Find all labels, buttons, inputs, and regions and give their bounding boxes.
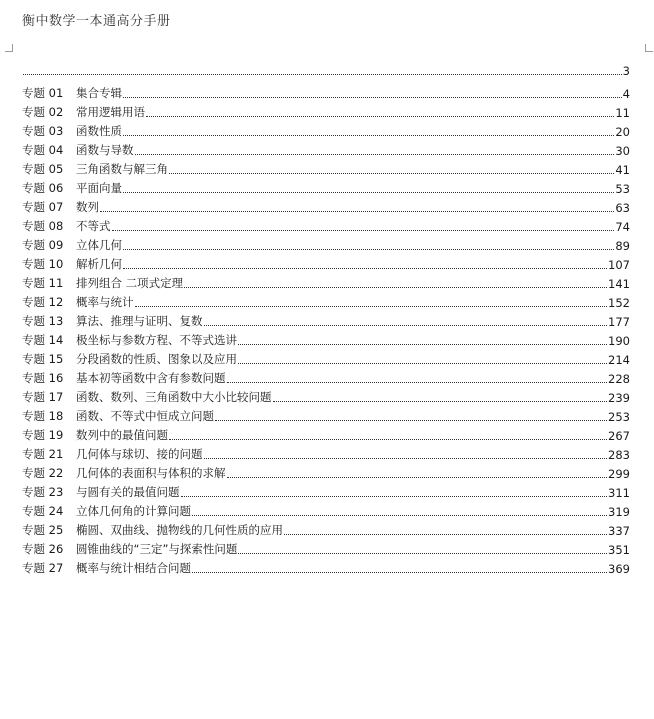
dot-leader: [238, 363, 607, 364]
toc-entry-title: 基本初等函数中含有参数问题: [76, 371, 226, 385]
dot-leader: [169, 173, 614, 174]
toc-entry-number: 专题 03: [22, 124, 64, 138]
toc-page-number: 30: [615, 144, 630, 158]
toc-entry-title: 几何体与球切、接的问题: [76, 447, 203, 461]
toc-entry-number: 专题 11: [22, 276, 64, 290]
toc-page-number: 3: [622, 64, 630, 78]
toc-entry-title: 常用逻辑用语: [76, 105, 145, 119]
dot-leader: [146, 116, 614, 117]
toc-entry[interactable]: [22, 253, 632, 272]
toc-entry-number: 专题 26: [22, 542, 64, 556]
toc-entry-number: 专题 15: [22, 352, 64, 366]
dot-leader: [238, 344, 607, 345]
dot-leader: [184, 287, 607, 288]
dot-leader: [123, 97, 622, 98]
toc-page-number: 141: [608, 277, 630, 291]
toc-page-number: 177: [608, 315, 630, 329]
dot-leader: [23, 74, 622, 75]
toc-page-number: 20: [615, 125, 630, 139]
toc-entry-number: 专题 18: [22, 409, 64, 423]
toc-entry-title: 极坐标与参数方程、不等式选讲: [76, 333, 237, 347]
toc-entry-title: 立体几何角的计算问题: [76, 504, 191, 518]
toc-entry-title: 函数、数列、三角函数中大小比较问题: [76, 390, 272, 404]
dot-leader: [192, 515, 607, 516]
toc-entry-number: 专题 16: [22, 371, 64, 385]
toc-page-number: 351: [608, 543, 630, 557]
toc-entry-number: 专题 27: [22, 561, 64, 575]
toc-page-number: 74: [615, 220, 630, 234]
toc-entry-title: 与圆有关的最值问题: [76, 485, 180, 499]
toc-page-number: 53: [615, 182, 630, 196]
toc-entry[interactable]: [22, 329, 632, 348]
toc-entry-title: 概率与统计: [76, 295, 134, 309]
toc-entry-number: 专题 19: [22, 428, 64, 442]
toc-entry-title: 解析几何: [76, 257, 122, 271]
page-corner-mark-left: [5, 44, 13, 52]
dot-leader: [238, 553, 607, 554]
toc-entry[interactable]: [22, 215, 632, 234]
toc-entry-number: 专题 21: [22, 447, 64, 461]
toc-entry-number: 专题 13: [22, 314, 64, 328]
dot-leader: [215, 420, 607, 421]
toc-entry[interactable]: [22, 101, 632, 120]
dot-leader: [273, 401, 608, 402]
toc-page-number: 267: [608, 429, 630, 443]
toc-entry[interactable]: [22, 557, 632, 576]
toc-entry[interactable]: [22, 120, 632, 139]
dot-leader: [169, 439, 607, 440]
dot-leader: [192, 572, 607, 573]
toc-entry[interactable]: [22, 234, 632, 253]
toc-page-number: 41: [615, 163, 630, 177]
toc-entry-title: 函数、不等式中恒成立问题: [76, 409, 214, 423]
dot-leader: [227, 382, 608, 383]
toc-entry-number: 专题 24: [22, 504, 64, 518]
toc-entry-title: 圆锥曲线的“三定”与探索性问题: [76, 542, 238, 556]
toc-entry-number: 专题 09: [22, 238, 64, 252]
toc-entry-number: 专题 10: [22, 257, 64, 271]
toc-entry-number: 专题 04: [22, 143, 64, 157]
dot-leader: [100, 211, 614, 212]
toc-heading-row[interactable]: [22, 63, 632, 78]
toc-entry[interactable]: [22, 196, 632, 215]
toc-entry-number: 专题 02: [22, 105, 64, 119]
toc-entry[interactable]: [22, 443, 632, 462]
dot-leader: [284, 534, 607, 535]
toc-entry[interactable]: [22, 310, 632, 329]
toc-page-number: 311: [608, 486, 630, 500]
toc-page-number: 283: [608, 448, 630, 462]
toc-entry-number: 专题 07: [22, 200, 64, 214]
toc-page-number: 214: [608, 353, 630, 367]
toc-page-number: 89: [615, 239, 630, 253]
toc-entry-title: 不等式: [76, 219, 111, 233]
toc-entry-title: 分段函数的性质、图象以及应用: [76, 352, 237, 366]
toc-page-number: 228: [608, 372, 630, 386]
toc-entry[interactable]: [22, 82, 632, 101]
dot-leader: [123, 249, 614, 250]
toc-entry[interactable]: [22, 291, 632, 310]
toc-entry-title: 数列: [76, 200, 99, 214]
toc-entry[interactable]: [22, 367, 632, 386]
dot-leader: [112, 230, 615, 231]
dot-leader: [227, 477, 608, 478]
dot-leader: [123, 268, 607, 269]
toc-entry[interactable]: [22, 424, 632, 443]
toc-entry-number: 专题 06: [22, 181, 64, 195]
toc-page-number: 190: [608, 334, 630, 348]
toc-entry-title: 函数性质: [76, 124, 122, 138]
dot-leader: [181, 496, 608, 497]
toc-page-number: 107: [608, 258, 630, 272]
toc-entry-number: 专题 25: [22, 523, 64, 537]
toc-entry-title: 立体几何: [76, 238, 122, 252]
dot-leader: [123, 192, 614, 193]
toc-entry-title: 椭圆、双曲线、抛物线的几何性质的应用: [76, 523, 283, 537]
document-header-title: 衡中数学一本通高分手册: [22, 14, 171, 29]
toc-entry[interactable]: [22, 272, 632, 291]
toc-entry-number: 专题 01: [22, 86, 64, 100]
toc-entry-number: 专题 17: [22, 390, 64, 404]
toc-entry[interactable]: [22, 405, 632, 424]
toc-entry[interactable]: [22, 139, 632, 158]
toc-page-number: 152: [608, 296, 630, 310]
dot-leader: [204, 458, 608, 459]
toc-page-number: 4: [622, 87, 630, 101]
toc-entry[interactable]: [22, 481, 632, 500]
toc-page-number: 369: [608, 562, 630, 576]
toc-entry-title: 算法、推理与证明、复数: [76, 314, 203, 328]
dot-leader: [135, 306, 608, 307]
dot-leader: [204, 325, 608, 326]
toc-entry[interactable]: [22, 177, 632, 196]
toc-entry-title: 集合专辑: [76, 86, 122, 100]
toc-entry[interactable]: [22, 519, 632, 538]
toc-page-number: 239: [608, 391, 630, 405]
toc-page-number: 319: [608, 505, 630, 519]
toc-page-number: 63: [615, 201, 630, 215]
dot-leader: [123, 135, 614, 136]
toc-page-number: 253: [608, 410, 630, 424]
toc-entry-title: 平面向量: [76, 181, 122, 195]
toc-entry-title: 排列组合 二项式定理: [76, 276, 184, 290]
toc-entry[interactable]: [22, 348, 632, 367]
toc-entry-number: 专题 14: [22, 333, 64, 347]
toc-entry-number: 专题 08: [22, 219, 64, 233]
toc-entry[interactable]: [22, 386, 632, 405]
toc-entry-number: 专题 05: [22, 162, 64, 176]
toc-page-number: 11: [615, 106, 630, 120]
toc-entry-title: 函数与导数: [76, 143, 134, 157]
toc-entry[interactable]: [22, 500, 632, 519]
toc-entry-number: 专题 12: [22, 295, 64, 309]
toc-page-number: 337: [608, 524, 630, 538]
toc-entry-title: 几何体的表面积与体积的求解: [76, 466, 226, 480]
toc-entry-title: 数列中的最值问题: [76, 428, 168, 442]
dot-leader: [135, 154, 615, 155]
page-corner-mark-right: [645, 44, 653, 52]
toc-page-number: 299: [608, 467, 630, 481]
toc-entry[interactable]: [22, 462, 632, 481]
toc-entry-title: 概率与统计相结合问题: [76, 561, 191, 575]
toc-entry[interactable]: [22, 158, 632, 177]
toc-entry-number: 专题 22: [22, 466, 64, 480]
toc-entry[interactable]: [22, 538, 632, 557]
toc-entry-number: 专题 23: [22, 485, 64, 499]
toc-entry-title: 三角函数与解三角: [76, 162, 168, 176]
table-of-contents: [22, 63, 632, 576]
